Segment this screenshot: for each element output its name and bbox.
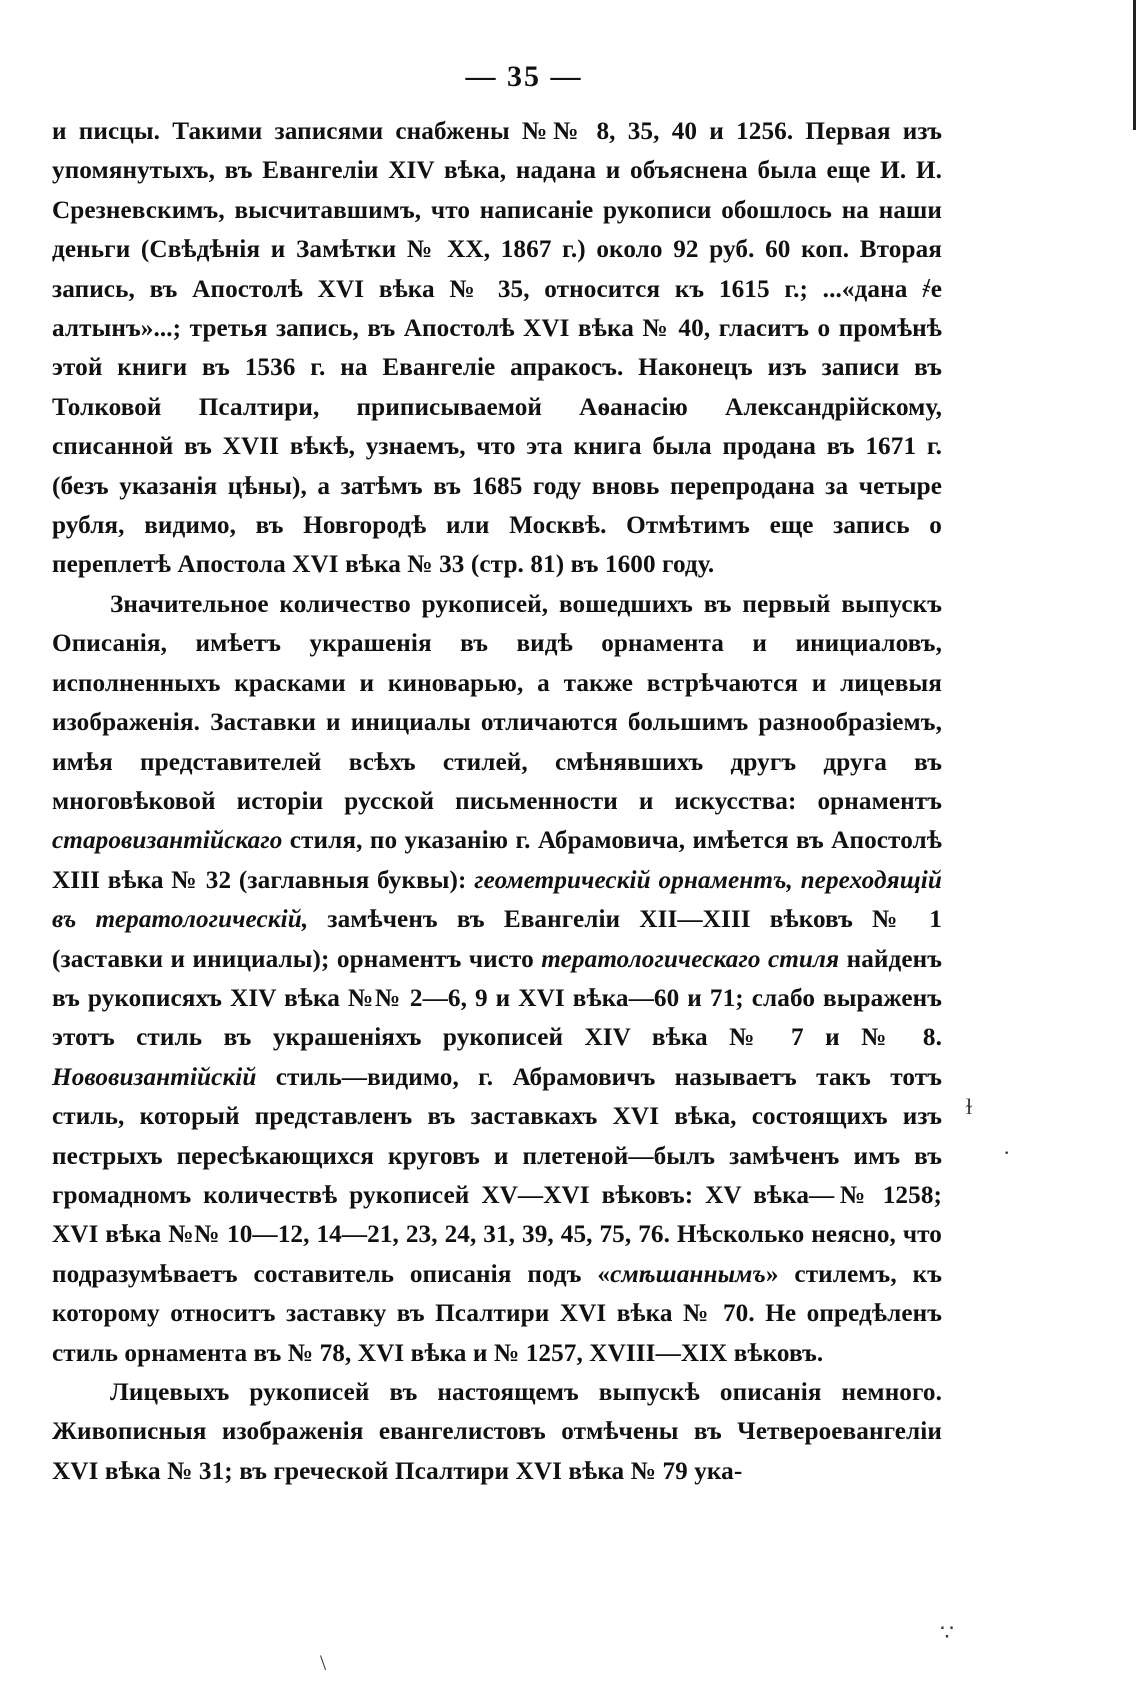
paragraph-3	[52, 1373, 942, 1491]
text-segment: Значительное количество рукописей, вошедшихъ въ первый выпускъ Описанія, имѣетъ украшенія въ видѣ орнамента и инициаловъ, исполненныхъ красками и киноварью, а также встрѣчаются и лицевыя изображенія. Заставки и инициалы отличаются большимъ разнообразіемъ, имѣя представителей всѣхъ стилей, смѣнявшихъ другъ друга въ многовѣковой исторіи русской письменности и искусства: орнаментъ	[52, 590, 942, 815]
ink-specks: ∵	[940, 1620, 954, 1645]
text-segment: замѣченъ въ Евангеліи XII—XIII вѣковъ № 1 (заставки и инициалы); орнаментъ чисто	[52, 906, 942, 973]
paragraph-1	[52, 112, 942, 585]
margin-dot: ·	[1003, 1140, 1011, 1165]
italic-text-segment: геометрическій орнаментъ, переходящій въ тератологическій,	[52, 866, 942, 934]
italic-text-segment: тератологическаго стиля	[541, 945, 840, 973]
italic-text-segment: Нововизантійскій	[52, 1063, 257, 1091]
text-segment: » стилемъ, къ которому относитъ заставку въ Псалтири XVI вѣка № 70. Не опредѣленъ стиль орнамента въ № 78, XVI вѣка и № 1257, XVIII—XIX вѣковъ.	[52, 1260, 942, 1367]
page-body	[52, 112, 942, 1491]
italic-text-segment: смѣшаннымъ	[610, 1260, 766, 1288]
italic-text-segment: старовизантійскаго	[52, 827, 283, 855]
page-number: — 35 —	[465, 60, 583, 93]
margin-mark: ɫ	[966, 1094, 973, 1119]
ink-stroke: \	[320, 1650, 327, 1675]
text-segment: Лицевыхъ рукописей въ настоящемъ выпускѣ описанія немного. Живописныя изображенія евангелистовъ отмѣчены въ Четвероевангеліи XVI вѣка № 31; въ греческой Псалтири XVI вѣка № 79 ука-	[52, 1379, 942, 1485]
text-segment: и писцы. Такими записями снабжены №№ 8, 35, 40 и 1256. Первая изъ упомянутыхъ, въ Евангеліи XIV вѣка, надана и объяснена была еще И. И. Срезневскимъ, высчитавшимъ, что написаніе рукописи обошлось на наши деньги (Свѣдѣнія и Замѣтки № XX, 1867 г.) около 92 руб. 60 коп. Вторая запись, въ Апостолѣ XVI вѣка № 35, относится къ 1615 г.; ...«дана ҂е алтынъ»...; третья запись, въ Апостолѣ XVI вѣка № 40, гласитъ о промѣнѣ этой книги въ 1536 г. на Евангеліе апракосъ. Наконецъ изъ записи въ Толковой Псалтири, приписываемой Аѳанасію Александрійскому, списанной въ XVII вѣкѣ, узнаемъ, что эта книга была продана въ 1671 г. (безъ указанія цѣны), а затѣмъ въ 1685 году вновь перепродана за четыре рубля, видимо, въ Новгородѣ или Москвѣ. Отмѣтимъ еще запись о переплетѣ Апостола XVI вѣка № 33 (стр. 81) въ 1600 году.	[52, 118, 942, 579]
text-segment: найденъ въ рукописяхъ XIV вѣка №№ 2—6, 9 и XVI вѣка—60 и 71; слабо выраженъ этотъ стиль въ украшеніяхъ рукописей XIV вѣка № 7 и № 8.	[52, 945, 943, 1052]
page-edge-line	[1133, 0, 1136, 130]
text-segment: стиля, по указанію г. Абрамовича, имѣется въ Апостолѣ XIII вѣка № 32 (заглавныя буквы):	[52, 827, 942, 894]
text-segment: стиль—видимо, г. Абрамовичъ называетъ такъ тотъ стиль, который представленъ въ заставкахъ XVI вѣка, состоящихъ изъ пестрыхъ пересѣкающихся круговъ и плетеной—былъ замѣченъ имъ въ громадномъ количествѣ рукописей XV—XVI вѣковъ: XV вѣка—№ 1258; XVI вѣка №№ 10—12, 14—21, 23, 24, 31, 39, 45, 75, 76. Нѣсколько неясно, что подразумѣваетъ составитель описанія подъ «	[52, 1063, 942, 1288]
paragraph-2	[52, 585, 942, 1373]
